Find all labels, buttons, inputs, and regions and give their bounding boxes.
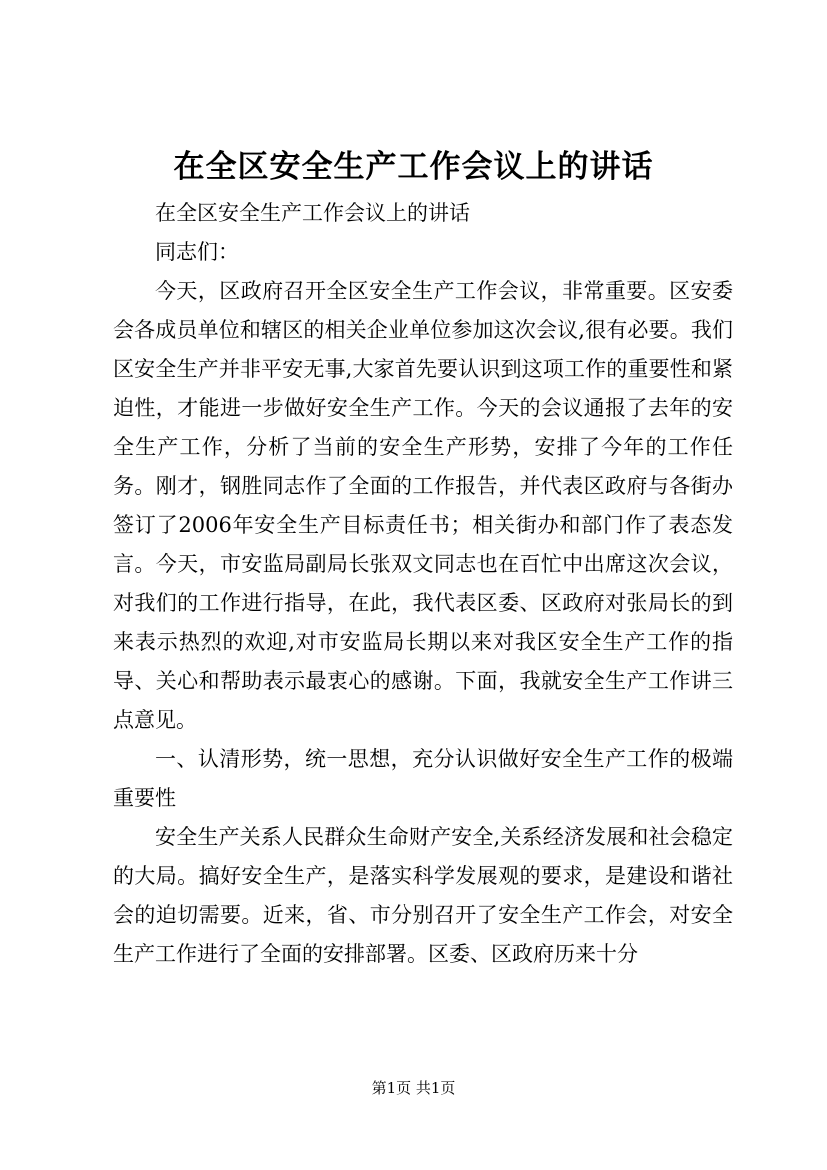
document-body: [113, 194, 733, 974]
body-paragraph: 安全生产关系人民群众生命财产安全,关系经济发展和社会稳定的大局。搞好安全生产，是落实科学发展观的要求，是建设和谐社会的迫切需要。近来，省、市分别召开了安全生产工作会，对安全生产工作进行了全面的安排部署。区委、区政府历来十分: [113, 825, 733, 966]
page-number-footer: 第1页 共1页: [371, 1079, 456, 1097]
salutation-paragraph: 同志们：: [155, 240, 239, 264]
section-heading: 一、认清形势，统一思想，充分认识做好安全生产工作的极端重要性: [113, 747, 733, 810]
document-title: 在全区安全生产工作会议上的讲话: [173, 149, 654, 185]
intro-paragraph: 今天，区政府召开全区安全生产工作会议，非常重要。区安委会各成员单位和辖区的相关企业单位参加这次会议,很有必要。我们区安全生产并非平安无事,大家首先要认识到这项工作的重要性和紧迫性，才能进一步做好安全生产工作。今天的会议通报了去年的安全生产工作，分析了当前的安全生产形势，安排了今年的工作任务。刚才，钢胜同志作了全面的工作报告，并代表区政府与各街办签订了2006年安全生产目标责任书；相关街办和部门作了表态发言。今天，市安监局副局长张双文同志也在百忙中出席这次会议，对我们的工作进行指导，在此，我代表区委、区政府对张局长的到来表示热烈的欢迎,对市安监局长期以来对我区安全生产工作的指导、关心和帮助表示最衷心的感谢。下面，我就安全生产工作讲三点意见。: [113, 279, 733, 732]
subtitle-paragraph: 在全区安全生产工作会议上的讲话: [155, 201, 470, 225]
